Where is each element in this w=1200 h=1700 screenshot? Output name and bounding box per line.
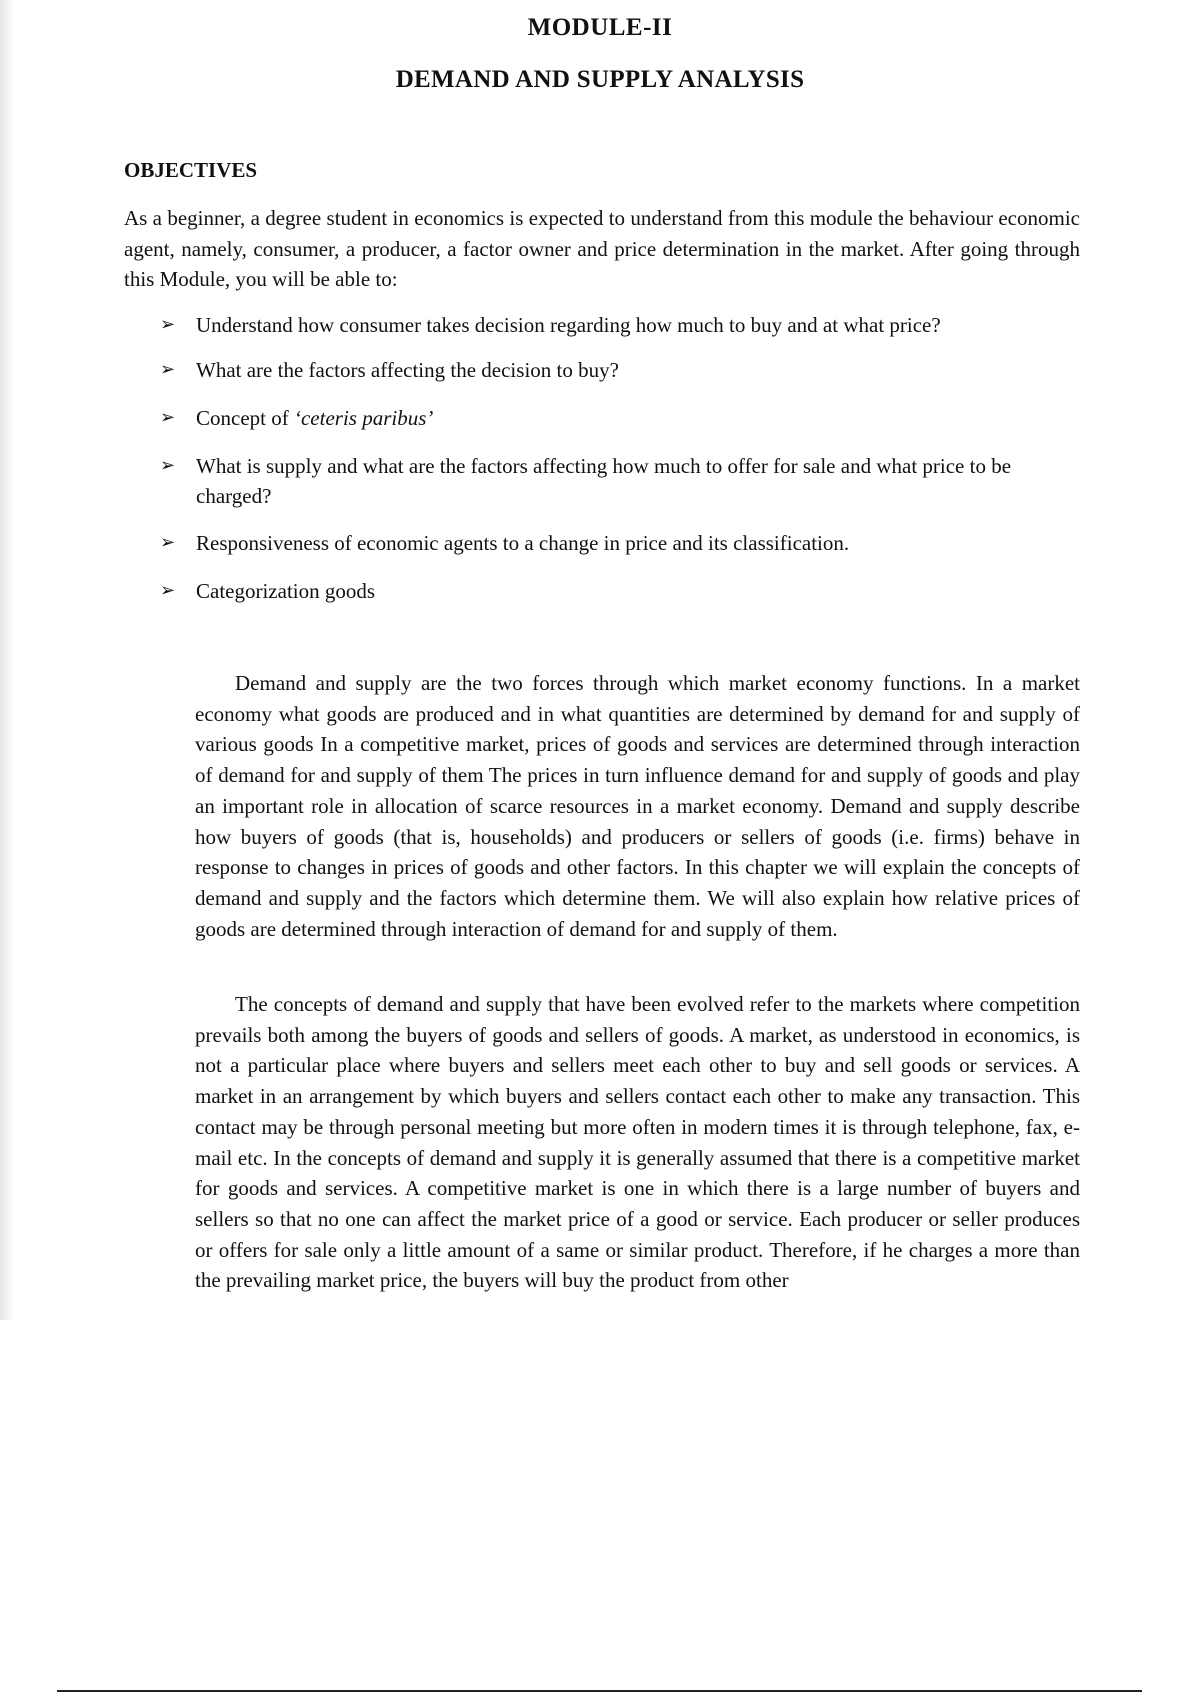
objective-text: What is supply and what are the factors affecting how much to offer for sale and what price to be charged? — [196, 454, 1012, 508]
objective-text — [196, 403, 1080, 433]
objectives-heading: OBJECTIVES — [124, 158, 258, 182]
objective-item — [160, 310, 1080, 340]
body-paragraph-demand-supply: Demand and supply are the two forces through which market economy functions. In a market economy what goods are produced and in what quantities are determined by demand for and supply of various goods In a competitive market, prices of goods and services are determined through interaction of demand for and supply of them The prices in turn influence demand for and supply of goods and play an important role in allocation of scarce resources in a market economy. Demand and supply describe how buyers of goods (that is, households) and producers or sellers of goods (i.e. firms) behave in response to changes in prices of goods and other factors. In this chapter we will explain the concepts of demand and supply and the factors which determine them. We will also explain how relative prices of goods are determined through interaction of demand for and supply of them. — [195, 671, 1080, 941]
page-edge-shadow — [0, 0, 14, 1320]
arrow-bullet-icon: ➢ — [160, 455, 176, 476]
body-paragraph-competitive-market: The concepts of demand and supply that have been evolved refer to the markets where competition prevails both among the buyers of goods and sellers of goods. A market, as understood in economics, is not a particular place where buyers and sellers meet each other to buy and sell goods or services. A market in an arrangement by which buyers and sellers contact each other to make any transaction. This contact may be through personal meeting but more often in modern times it is through telephone, fax, e-mail etc. In the concepts of demand and supply it is generally assumed that there is a competitive market for goods and services. A competitive market is one in which there is a large number of buyers and sellers so that no one can affect the market price of a good or service. Each producer or seller produces or offers for sale only a little amount of a same or similar product. Therefore, if he charges a more than the prevailing market price, the buyers will buy the product from other — [195, 992, 1080, 1293]
objective-item — [160, 451, 1080, 511]
objective-item — [160, 528, 1080, 558]
arrow-bullet-icon: ➢ — [160, 359, 176, 380]
arrow-bullet-icon: ➢ — [160, 532, 176, 553]
objective-text: Responsiveness of economic agents to a change in price and its classification. — [196, 531, 850, 555]
objective-item — [160, 576, 1080, 606]
arrow-bullet-icon: ➢ — [160, 407, 176, 428]
arrow-bullet-icon: ➢ — [160, 314, 176, 335]
intro-paragraph: As a beginner, a degree student in economics is expected to understand from this module the behaviour economic agent, namely, consumer, a producer, a factor owner and price determination in the market. After going through this Module, you will be able to: — [124, 206, 1080, 291]
objective-item — [160, 355, 1080, 385]
module-title: MODULE-II — [527, 14, 673, 41]
objective-text: What are the factors affecting the decision to buy? — [196, 358, 619, 382]
objective-item — [160, 403, 1080, 433]
arrow-bullet-icon: ➢ — [160, 580, 176, 601]
footer-divider — [57, 1690, 1142, 1692]
main-title: DEMAND AND SUPPLY ANALYSIS — [395, 66, 805, 93]
objective-text: Understand how consumer takes decision regarding how much to buy and at what price? — [196, 313, 941, 337]
objective-prefix: Concept of — [196, 406, 294, 430]
objective-text: Categorization goods — [196, 579, 376, 603]
ceteris-paribus-term: ‘ceteris paribus’ — [293, 406, 434, 430]
